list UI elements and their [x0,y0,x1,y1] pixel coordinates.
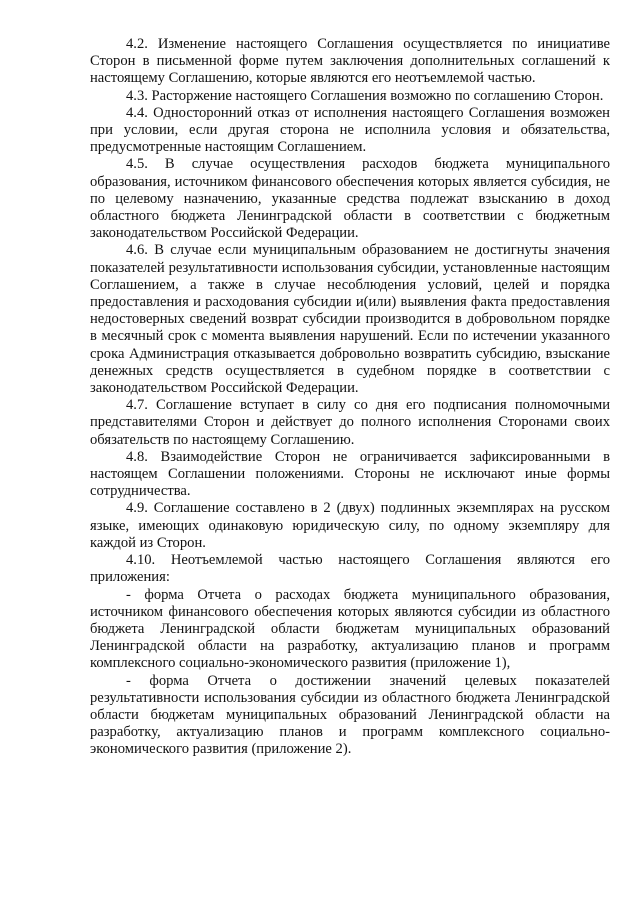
paragraph-4-6: 4.6. В случае если муниципальным образованием не достигнуты значения показателей результативности использования субсидии, установленные настоящим Соглашением, а также в случае несоблюдения условий, целей и порядка предоставления и расходования субсидии и(или) выявления факта предоставления недостоверных сведений возврат субсидии производится в добровольном порядке в месячный срок с момента выявления нарушений. Если по истечении указанного срока Администрация отказывается добровольно возвратить субсидию, взыскание денежных средств осуществляется в судебном порядке в соответствии с законодательством Российской Федерации. [90,242,610,397]
appendix-2-item: - форма Отчета о достижении значений целевых показателей результативности использования субсидии из областного бюджета Ленинградской области бюджетам муниципальных образований Ленинградской области на разработку, актуализацию планов и программ комплексного социально-экономического развития (приложение 2). [90,672,610,758]
paragraph-4-7: 4.7. Соглашение вступает в силу со дня его подписания полномочными представителями Сторон и действует до полного исполнения Сторонами своих обязательств по настоящему Соглашению. [90,397,610,448]
paragraph-4-4: 4.4. Односторонний отказ от исполнения настоящего Соглашения возможен при условии, если другая сторона не исполнила условия и обязательства, предусмотренные настоящим Соглашением. [90,104,610,156]
paragraph-4-5: 4.5. В случае осуществления расходов бюджета муниципального образования, источником финансового обеспечения которых является субсидия, не по целевому назначению, указанные средства подлежат взысканию в доход областного бюджета Ленинградской области в соответствии с бюджетным законодательством Российской Федерации. [90,156,610,242]
appendix-1-item: - форма Отчета о расходах бюджета муниципального образования, источником финансового обеспечения которых являются субсидии из областного бюджета Ленинградской области бюджетам муниципальных образований Ленинградской области на разработку, актуализацию планов и программ комплексного социально-экономического развития (приложение 1), [90,586,610,672]
paragraph-4-2: 4.2. Изменение настоящего Соглашения осуществляется по инициативе Сторон в письменной форме путем заключения дополнительных соглашений к настоящему Соглашению, которые являются его неотъемлемой частью. [90,36,610,87]
paragraph-4-8: 4.8. Взаимодействие Сторон не ограничивается зафиксированными в настоящем Соглашении положениями. Стороны не исключают иные формы сотрудничества. [90,448,610,500]
paragraph-4-3: 4.3. Расторжение настоящего Соглашения возможно по соглашению Сторон. [126,87,604,104]
paragraph-4-9: 4.9. Соглашение составлено в 2 (двух) подлинных экземплярах на русском языке, имеющих одинаковую юридическую силу, по одному экземпляру для каждой из Сторон. [90,500,610,551]
document-page [90,36,610,759]
paragraph-4-10: 4.10. Неотъемлемой частью настоящего Соглашения являются его приложения: [90,552,610,586]
